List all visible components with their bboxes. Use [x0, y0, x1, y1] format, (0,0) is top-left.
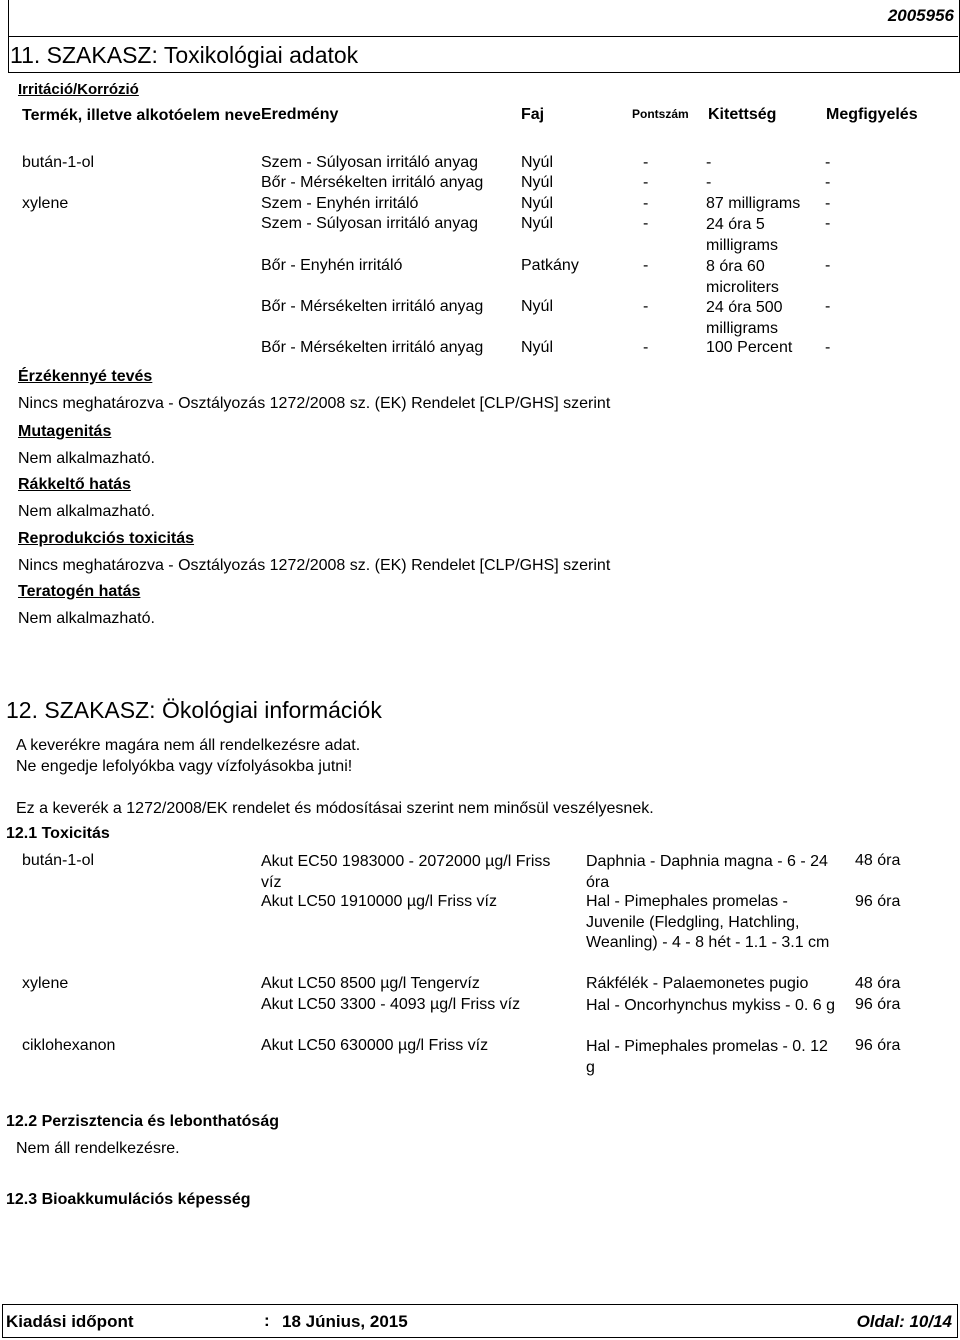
bioaccumulation-heading: 12.3 Bioakkumulációs képesség: [6, 1191, 251, 1208]
footer-box: [2, 1304, 958, 1338]
table-cell-observation: -: [825, 154, 831, 171]
col-header-exposure: Kitettség: [708, 106, 777, 123]
toxicity-product: xylene: [22, 975, 69, 992]
table-cell-observation: -: [825, 298, 831, 315]
toxicity-exposure: 48 óra: [855, 852, 901, 869]
toxicity-product: bután-1-ol: [22, 852, 95, 869]
toxicity-exposure: 96 óra: [855, 893, 901, 910]
toxicity-species: Hal - Oncorhynchus mykiss - 0. 6 g: [586, 997, 835, 1014]
table-cell-observation: -: [825, 339, 831, 356]
table-cell-species: Nyúl: [521, 195, 554, 212]
table-cell-exposure: 87 milligrams: [706, 195, 801, 212]
header-divider: [8, 36, 958, 37]
carcinogenicity-text: Nem alkalmazható.: [18, 503, 155, 520]
table-cell-product: bután-1-ol: [22, 154, 95, 171]
toxicity-heading: 12.1 Toxicitás: [6, 825, 110, 842]
table-cell-score: -: [643, 339, 649, 356]
table-cell-score: -: [643, 174, 649, 191]
mutagenicity-heading: Mutagenitás: [18, 423, 112, 440]
doc-number: 2005956: [887, 6, 954, 25]
mutagenicity-text: Nem alkalmazható.: [18, 450, 155, 467]
table-cell-exposure: 24 óra 5 milligrams: [706, 216, 778, 254]
toxicity-result: Akut LC50 3300 - 4093 µg/l Friss víz: [261, 996, 521, 1013]
toxicity-exposure: 96 óra: [855, 1037, 901, 1054]
table-cell-result: Bőr - Mérsékelten irritáló anyag: [261, 298, 484, 315]
sensitization-heading: Érzékennyé tevés: [18, 368, 153, 385]
table-cell-score: -: [643, 195, 649, 212]
col-header-product: Termék, illetve alkotóelem neve: [22, 107, 261, 124]
table-cell-species: Nyúl: [521, 174, 554, 191]
table-cell-exposure: -: [706, 174, 712, 191]
teratogenicity-text: Nem alkalmazható.: [18, 610, 155, 627]
toxicity-exposure: 96 óra: [855, 996, 901, 1013]
toxicity-result: Akut LC50 1910000 µg/l Friss víz: [261, 893, 497, 910]
table-cell-species: Patkány: [521, 257, 579, 274]
table-cell-score: -: [643, 215, 649, 232]
table-cell-score: -: [643, 257, 649, 274]
table-cell-observation: -: [825, 257, 831, 274]
persistence-text: Nem áll rendelkezésre.: [16, 1140, 180, 1157]
table-cell-species: Nyúl: [521, 298, 554, 315]
table-cell-observation: -: [825, 215, 831, 232]
col-header-observation: Megfigyelés: [826, 106, 918, 123]
table-cell-result: Szem - Súlyosan irritáló anyag: [261, 154, 478, 171]
table-cell-species: Nyúl: [521, 339, 554, 356]
toxicity-exposure: 48 óra: [855, 975, 901, 992]
table-cell-exposure: 24 óra 500 milligrams: [706, 299, 783, 337]
table-cell-species: Nyúl: [521, 215, 554, 232]
toxicity-result: Akut EC50 1983000 - 2072000 µg/l Friss víz: [261, 853, 551, 891]
toxicity-product: ciklohexanon: [22, 1037, 116, 1054]
section11-title: 11. SZAKASZ: Toxikológiai adatok: [10, 42, 359, 68]
persistence-heading: 12.2 Perzisztencia és lebonthatóság: [6, 1113, 279, 1130]
table-cell-observation: -: [825, 195, 831, 212]
toxicity-species: Daphnia - Daphnia magna - 6 - 24 óra: [586, 853, 828, 891]
col-header-species: Faj: [521, 106, 545, 123]
footer-issue-label: Kiadási időpont: [6, 1312, 134, 1331]
table-cell-observation: -: [825, 174, 831, 191]
toxicity-species: Rákfélék - Palaemonetes pugio: [586, 975, 809, 992]
toxicity-result: Akut LC50 8500 µg/l Tengervíz: [261, 975, 480, 992]
col-header-score: Pontszám: [632, 107, 689, 121]
toxicity-result: Akut LC50 630000 µg/l Friss víz: [261, 1037, 489, 1054]
col-header-result: Eredmény: [261, 106, 339, 123]
table-cell-exposure: 100 Percent: [706, 339, 793, 356]
reproductive-text: Nincs meghatározva - Osztályozás 1272/2008 sz. (EK) Rendelet [CLP/GHS] szerint: [18, 557, 611, 574]
irritation-heading: Irritáció/Korrózió: [18, 81, 139, 98]
footer-page: Oldal: 10/14: [856, 1312, 952, 1331]
table-cell-species: Nyúl: [521, 154, 554, 171]
section12-line3: Ez a keverék a 1272/2008/EK rendelet és módosításai szerint nem minősül veszélyesnek.: [16, 800, 654, 817]
footer-issue-date: 18 Június, 2015: [282, 1312, 408, 1331]
teratogenicity-heading: Teratogén hatás: [18, 583, 141, 600]
sensitization-text: Nincs meghatározva - Osztályozás 1272/2008 sz. (EK) Rendelet [CLP/GHS] szerint: [18, 395, 611, 412]
toxicity-species: Hal - Pimephales promelas - 0. 12 g: [586, 1038, 828, 1076]
toxicity-species: Hal - Pimephales promelas - Juvenile (Fledgling, Hatchling, Weanling) - 4 - 8 hét - 1.1 - 3.1 cm: [586, 893, 830, 951]
table-cell-result: Bőr - Mérsékelten irritáló anyag: [261, 339, 484, 356]
table-cell-product: xylene: [22, 195, 69, 212]
section12-line1: A keverékre magára nem áll rendelkezésre adat.: [16, 737, 361, 754]
table-cell-result: Szem - Enyhén irritáló: [261, 195, 419, 212]
table-cell-score: -: [643, 154, 649, 171]
table-cell-exposure: -: [706, 154, 712, 171]
table-cell-result: Szem - Súlyosan irritáló anyag: [261, 215, 478, 232]
footer-separator: :: [264, 1311, 270, 1330]
section12-title: 12. SZAKASZ: Ökológiai információk: [6, 697, 382, 723]
carcinogenicity-heading: Rákkeltő hatás: [18, 476, 131, 493]
table-cell-score: -: [643, 298, 649, 315]
table-cell-result: Bőr - Mérsékelten irritáló anyag: [261, 174, 484, 191]
table-cell-exposure: 8 óra 60 microliters: [706, 258, 779, 296]
table-cell-result: Bőr - Enyhén irritáló: [261, 257, 403, 274]
reproductive-heading: Reprodukciós toxicitás: [18, 530, 195, 547]
section12-line2: Ne engedje lefolyókba vagy vízfolyásokba jutni!: [16, 758, 353, 775]
